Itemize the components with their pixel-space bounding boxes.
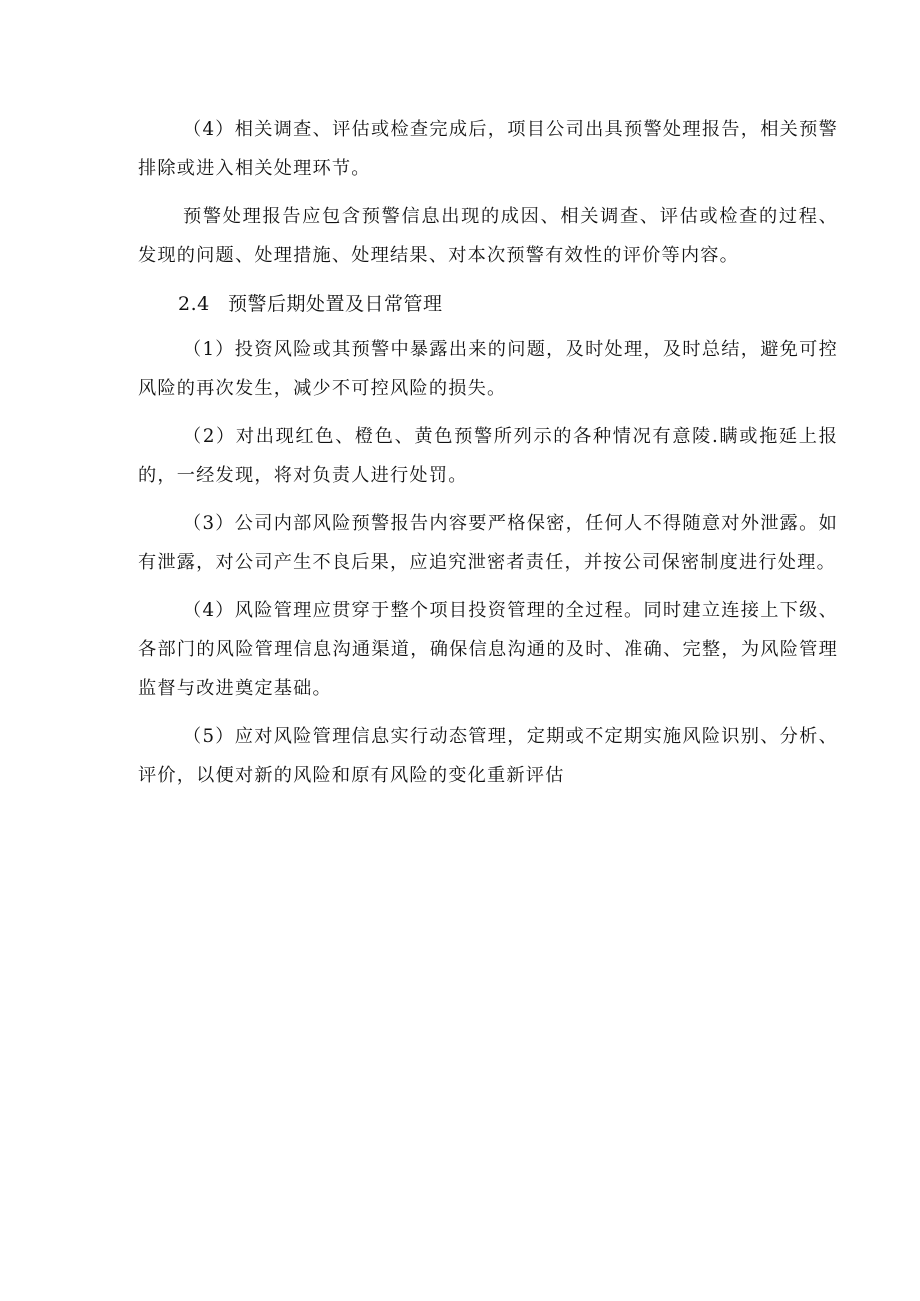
section-number: 2.4: [178, 293, 210, 315]
paragraph: （3）公司内部风险预警报告内容要严格保密，任何人不得随意对外泄露。如有泄露，对公司产生不良后果，应追究泄密者责任，并按公司保密制度进行处理。: [138, 513, 838, 573]
document-body: [138, 110, 838, 804]
paragraph: （4）风险管理应贯穿于整个项目投资管理的全过程。同时建立连接上下级、各部门的风险管理信息沟通渠道，确保信息沟通的及时、准确、完整，为风险管理监督与改进奠定基础。: [138, 600, 838, 699]
paragraph: （4）相关调查、评估或检查完成后，项目公司出具预警处理报告，相关预警排除或进入相关处理环节。: [138, 119, 838, 179]
paragraph: （1）投资风险或其预警中暴露出来的问题，及时处理，及时总结，避免可控风险的再次发生，减少不可控风险的损失。: [138, 339, 838, 399]
paragraph: （5）应对风险管理信息实行动态管理，定期或不定期实施风险识别、分析、评价，以便对新的风险和原有风险的变化重新评估: [138, 726, 838, 786]
paragraph: （2）对出现红色、橙色、黄色预警所列示的各种情况有意陵.瞒或拖延上报的，一经发现，将对负责人进行处罚。: [138, 426, 838, 486]
section-title: 预警后期处置及日常管理: [228, 293, 443, 315]
paragraph: 预警处理报告应包含预警信息出现的成因、相关调查、评估或检查的过程、发现的问题、处理措施、处理结果、对本次预警有效性的评价等内容。: [138, 206, 838, 266]
section-heading: [138, 284, 838, 324]
